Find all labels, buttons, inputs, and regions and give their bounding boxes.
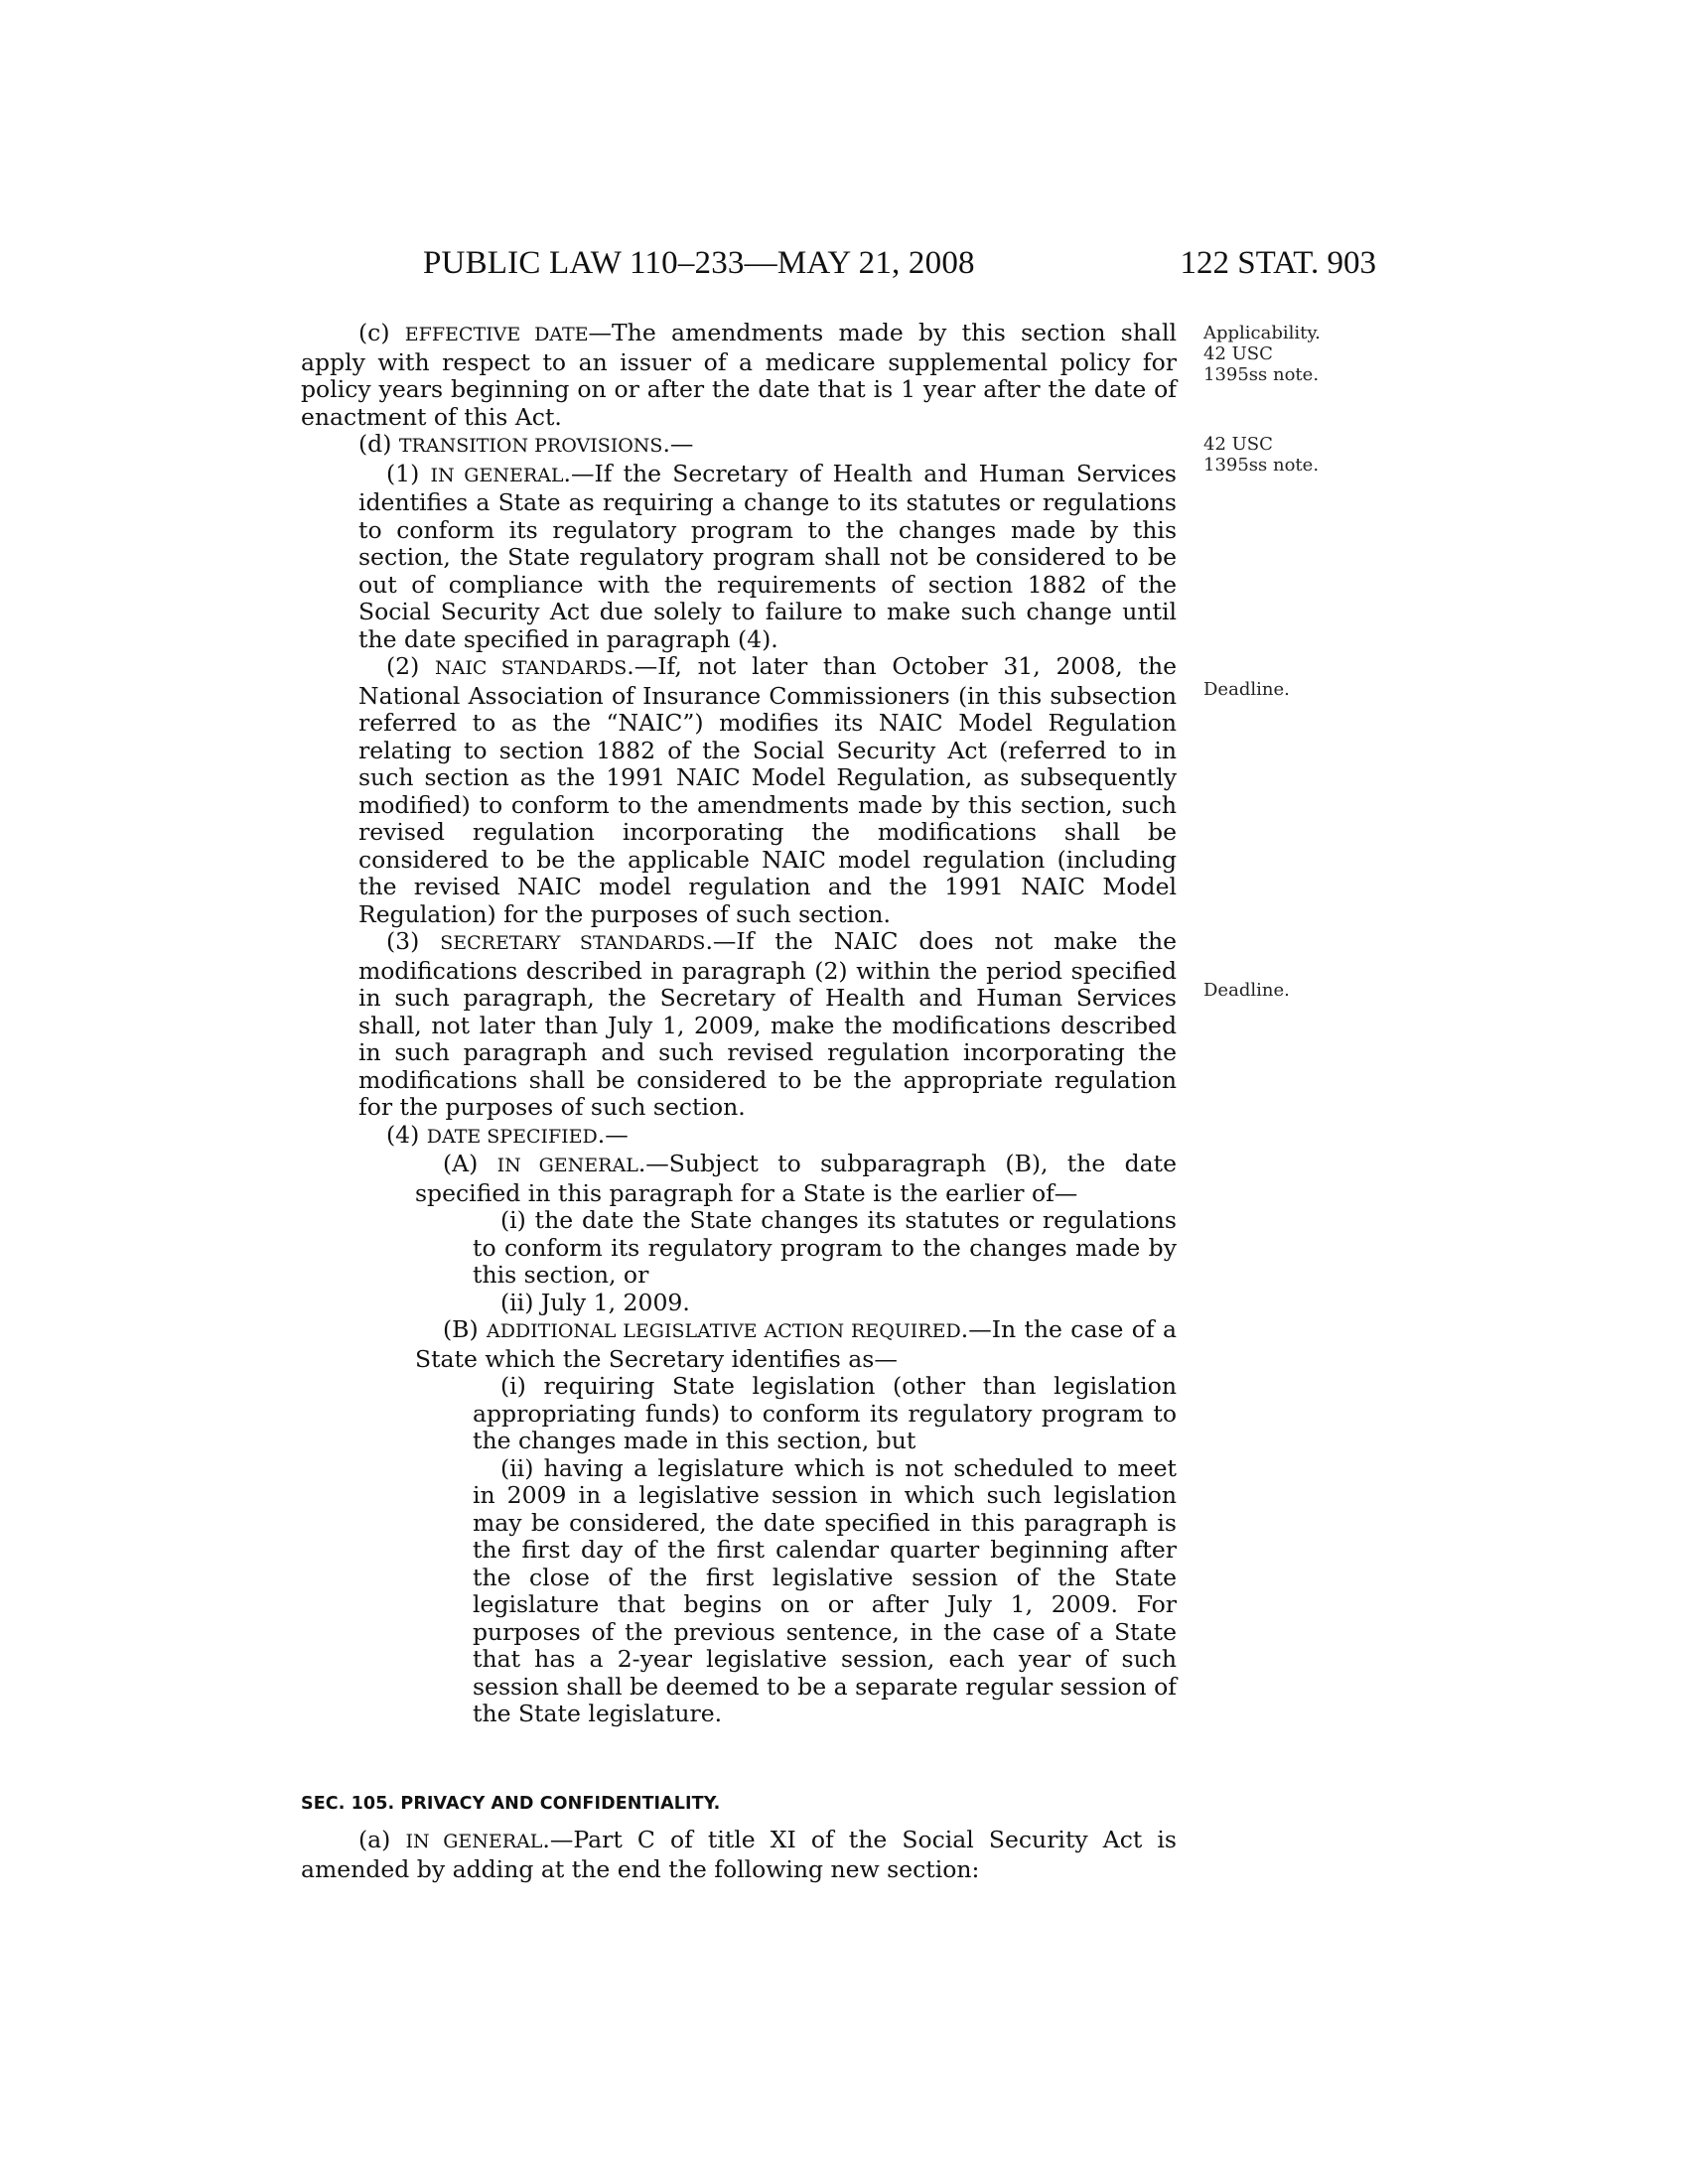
- paragraph-text: .—If the Secretary of Health and Human Services identifies a State as requiring a change to its statutes or regulations to conform its regulatory program to the changes made by this section, the State regulatory program shall not be considered to be out of compliance with the requirements of section 1882 of the Social Security Act due solely to failure to make such change until the date specified in paragraph (4).: [358, 459, 1177, 653]
- subsection-text: .—Part C of title XI of the Social Security Act is amended by adding at the end the following new section:: [301, 1826, 1177, 1883]
- subsection-d: [301, 431, 1177, 461]
- paragraph-heading: DATE SPECIFIED: [426, 1125, 598, 1148]
- subparagraph-label: (A): [443, 1150, 479, 1177]
- subsection-text: —The amendments made by this section shall apply with respect to an issuer of a medicare supplemental policy for policy years beginning on or after the date that is 1 year after the date of enactment of this Act.: [301, 319, 1177, 431]
- section-heading-105: SEC. 105. PRIVACY AND CONFIDENTIALITY.: [301, 1794, 721, 1814]
- margin-note-deadline-2: Deadline.: [1203, 980, 1290, 1001]
- subsection-c: [301, 320, 1177, 431]
- margin-note-line: 1395ss note.: [1203, 364, 1320, 385]
- paragraph-label: (4): [386, 1120, 420, 1149]
- margin-note-usc: [1203, 434, 1319, 476]
- clause-d4B-i: (i) requiring State legislation (other than legislation appropriating funds) to conform its regulatory program to the changes made in this section, but: [473, 1372, 1177, 1454]
- margin-note-applicability: [1203, 323, 1321, 385]
- header-stat-page: 122 STAT. 903: [1180, 245, 1376, 281]
- paragraph-d1: [358, 461, 1177, 654]
- main-text: [301, 320, 1177, 1728]
- clause-d4A-i: (i) the date the State changes its statutes or regulations to conform its regulatory program to the changes made by this section, or: [473, 1206, 1177, 1289]
- subsection-heading: TRANSITION PROVISIONS: [398, 435, 663, 457]
- page-header: [423, 245, 1376, 289]
- subparagraph-heading: ADDITIONAL LEGISLATIVE ACTION REQUIRED: [486, 1320, 961, 1342]
- paragraph-text: .—If, not later than October 31, 2008, the National Association of Insurance Commissioners (in this subsection referred to as the “NAIC”) modifies its NAIC Model Regulation relating to section 1882 of the Social Security Act (referred to in such section as the 1991 NAIC Model Regulation, as subsequently modified) to conform to the amendments made by this section, such revised regulation incorporating the modifications shall be considered to be the applicable NAIC model regulation (including the revised NAIC model regulation and the 1991 NAIC Model Regulation) for the purposes of such section.: [358, 652, 1177, 928]
- margin-note-line: Applicability.: [1203, 323, 1321, 343]
- subsection-heading: IN GENERAL: [405, 1831, 543, 1852]
- clause-d4B-ii: (ii) having a legislature which is not scheduled to meet in 2009 in a legislative session in which such legislation may be considered, the date specified in this paragraph is the first day of the first calendar quarter beginning after the close of the first legislative session of the State legislature that begins on or after July 1, 2009. For purposes of the previous sentence, in the case of a State that has a 2-year legislative session, each year of such session shall be deemed to be a separate regular session of the State legislature.: [473, 1453, 1177, 1727]
- paragraph-text: .—If the NAIC does not make the modifications described in paragraph (2) within the period specified in such paragraph, the Secretary of Health and Human Services shall, not later than July 1, 2009, make the modifications described in such paragraph and such revised regulation incorporating the modifications shall be considered to be the appropriate regulation for the purposes of such section.: [358, 927, 1177, 1121]
- paragraph-label: (1): [386, 459, 420, 487]
- subsection-label: (a): [358, 1826, 391, 1853]
- subsection-label: (d): [358, 430, 392, 458]
- subsection-dash: .—: [662, 430, 694, 458]
- subsection-label: (c): [358, 319, 390, 346]
- subparagraph-text: .—In the case of a State which the Secretary identifies as—: [415, 1315, 1177, 1373]
- margin-note-line: 42 USC: [1203, 434, 1273, 455]
- margin-note-deadline-1: Deadline.: [1203, 679, 1290, 700]
- paragraph-heading: NAIC STANDARDS: [435, 657, 628, 679]
- paragraph-d2: [358, 653, 1177, 928]
- clause-d4A-ii: (ii) July 1, 2009.: [500, 1288, 690, 1316]
- subsection-heading: EFFECTIVE DATE: [404, 324, 589, 345]
- subparagraph-label: (B): [443, 1315, 479, 1343]
- section-105-text: [301, 1827, 1177, 1883]
- margin-note-line: 42 USC: [1203, 343, 1273, 364]
- paragraph-dash: .—: [597, 1120, 629, 1149]
- paragraph-heading: IN GENERAL: [430, 464, 564, 486]
- subparagraph-heading: IN GENERAL: [496, 1155, 638, 1176]
- margin-note-line: 1395ss note.: [1203, 455, 1320, 476]
- paragraph-label: (2): [386, 652, 420, 680]
- subparagraph-d4A: [415, 1151, 1177, 1207]
- subparagraph-text: .—Subject to subparagraph (B), the date specified in this paragraph for a State is the earlier of—: [415, 1150, 1177, 1207]
- paragraph-label: (3): [386, 927, 420, 955]
- header-title: PUBLIC LAW 110–233—MAY 21, 2008: [423, 245, 975, 281]
- paragraph-d3: [358, 928, 1177, 1122]
- paragraph-heading: SECRETARY STANDARDS: [440, 932, 706, 954]
- subparagraph-d4B: [415, 1316, 1177, 1373]
- paragraph-d4: [358, 1122, 1177, 1152]
- subsection-105a: [301, 1827, 1177, 1883]
